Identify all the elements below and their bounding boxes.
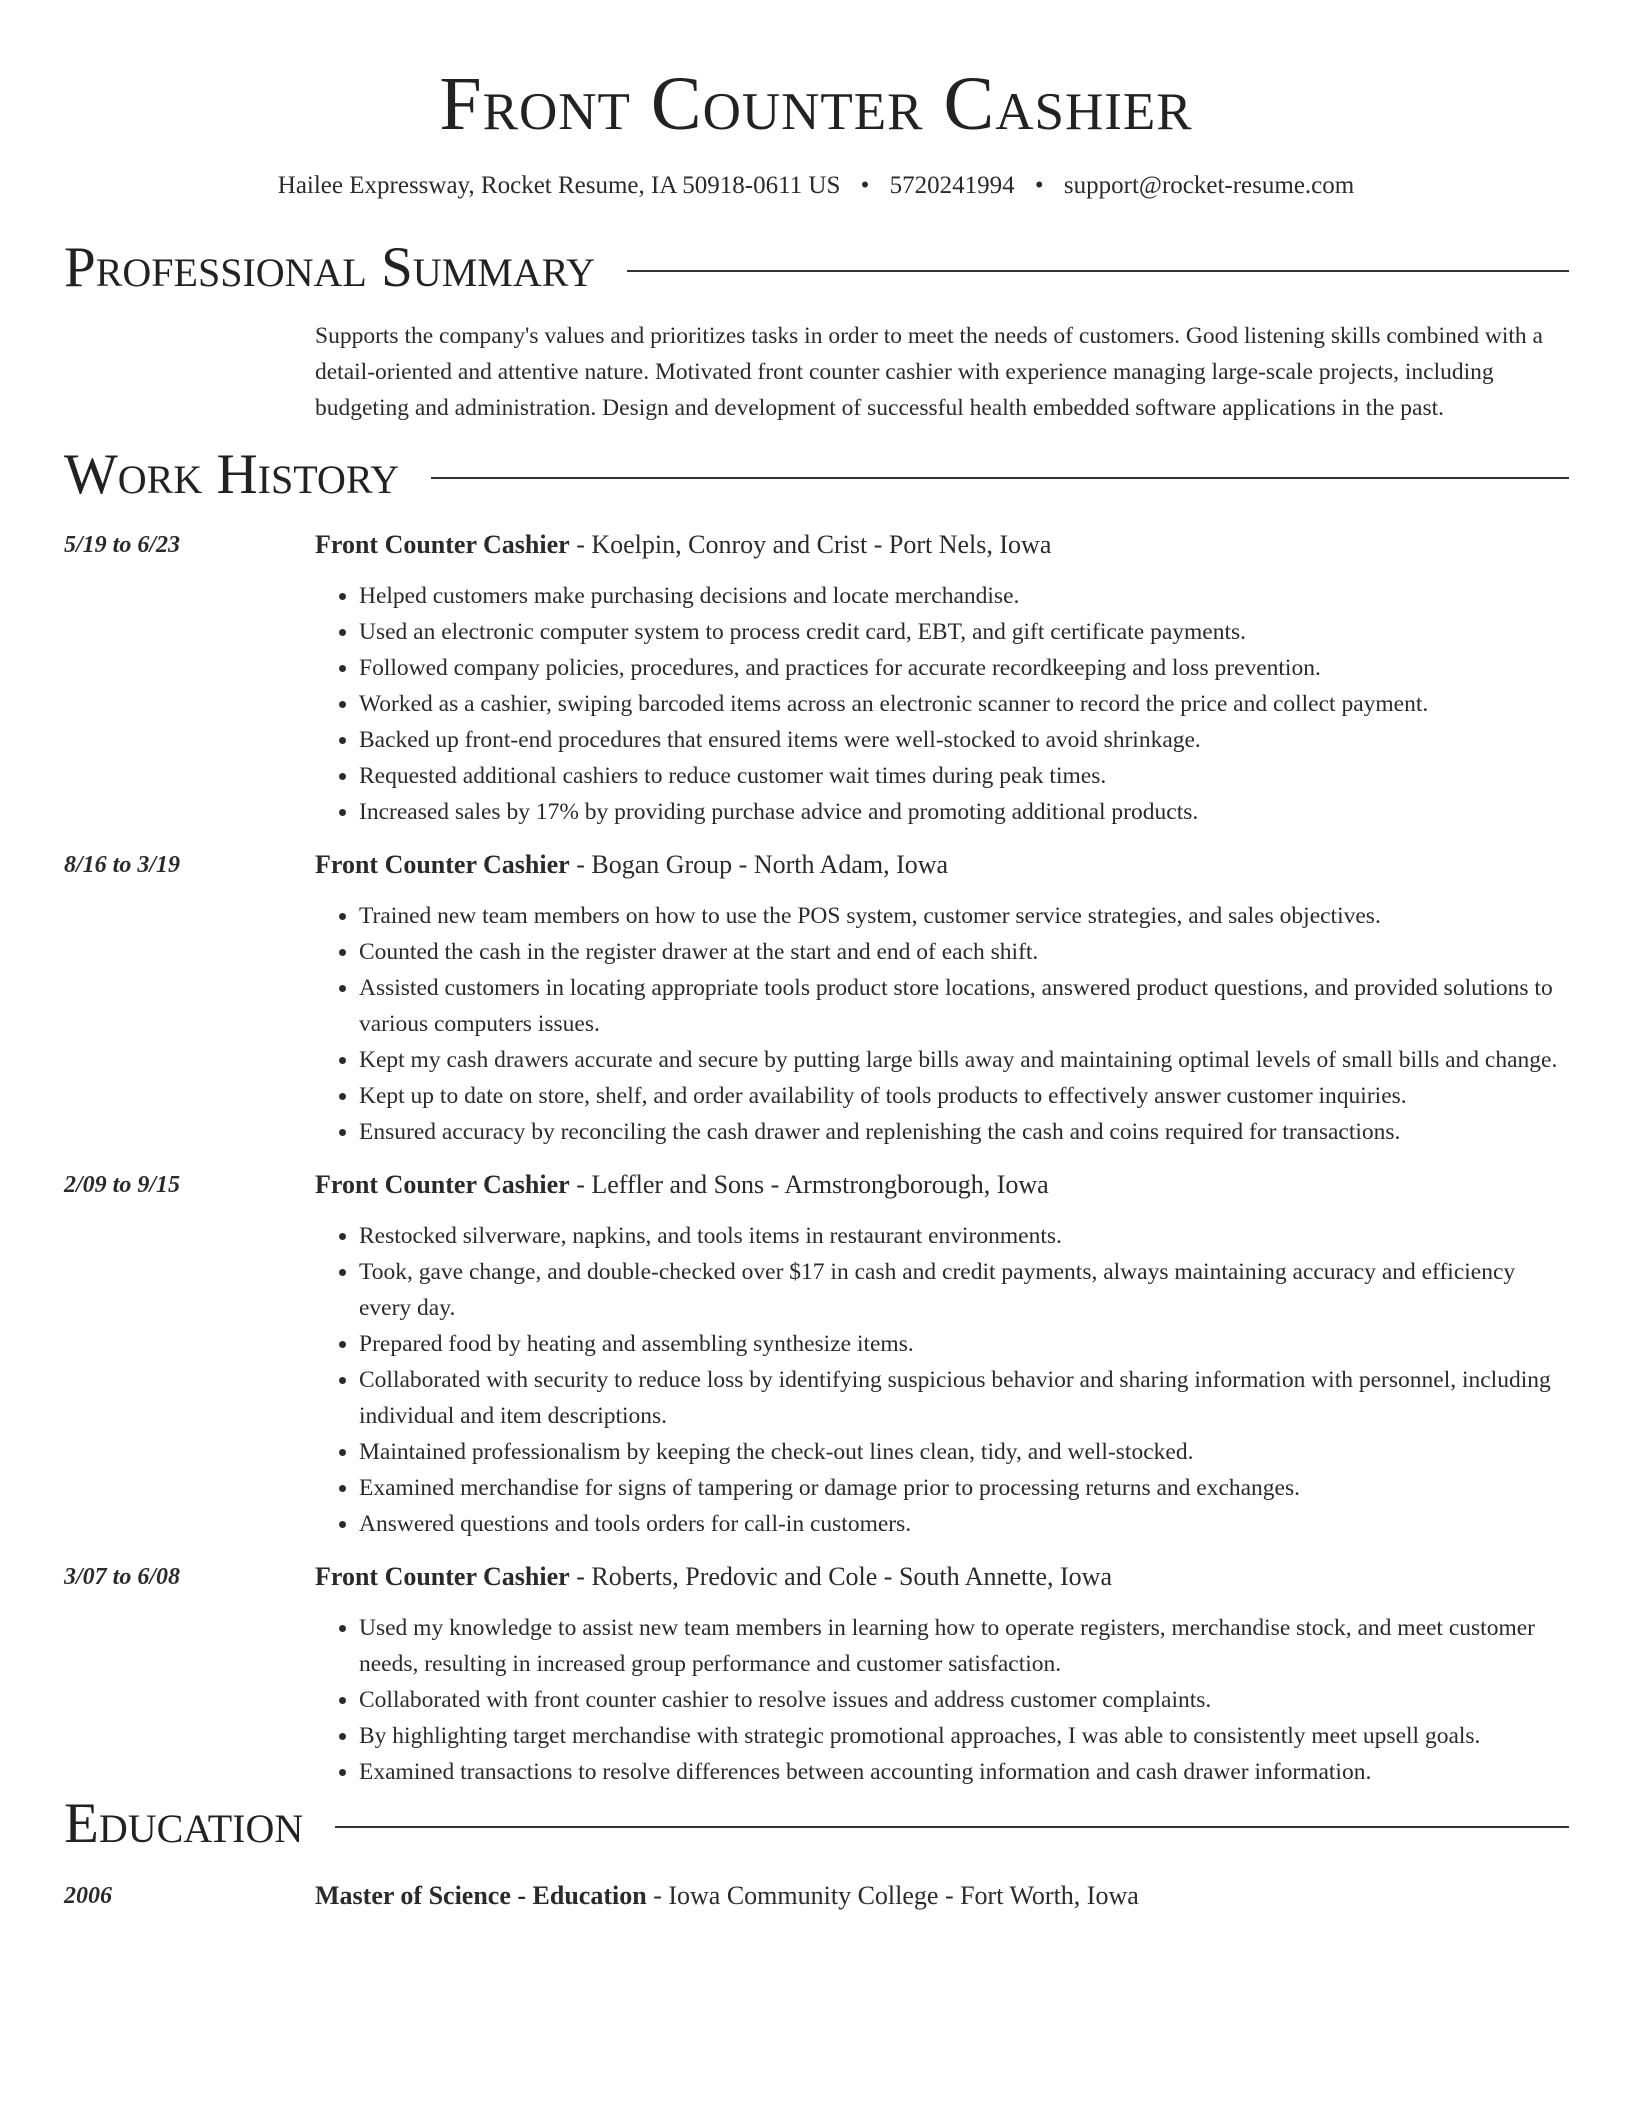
job-entry [64,1167,1569,1542]
contact-separator: • [1034,172,1044,199]
job-duty: • Maintained professionalism by keeping the check-out lines clean, tidy, and well-stocked. [359,1434,1569,1470]
education-heading [315,1878,1139,1914]
job-duties [315,1218,1569,1542]
job-role: Front Counter Cashier [315,530,570,559]
job-dates: 8/16 to 3/19 [64,852,181,878]
summary-section-header [64,236,1569,300]
section-divider [627,270,1569,272]
job-dates: 3/07 to 6/08 [64,1564,181,1590]
summary-section-title: Professional Summary [64,236,596,299]
education-details: - Iowa Community College - Fort Worth, Iowa [646,1881,1139,1910]
job-body [315,1167,1569,1542]
job-duty: • Followed company policies, procedures, and practices for accurate recordkeeping and loss prevention. [359,650,1569,686]
job-details: - Bogan Group - North Adam, Iowa [569,850,949,879]
job-role: Front Counter Cashier [315,1170,570,1199]
work-section-title: Work History [64,443,400,506]
job-duty: • Requested additional cashiers to reduce customer wait times during peak times. [359,758,1569,794]
job-duties [315,1610,1569,1790]
job-role: Front Counter Cashier [315,1562,570,1591]
job-heading [315,847,1569,883]
job-dates: 2/09 to 9/15 [64,1172,181,1198]
job-duty: • Increased sales by 17% by providing purchase advice and promoting additional products. [359,794,1569,830]
job-entry [64,1559,1569,1790]
job-entry [64,847,1569,1150]
job-details: - Koelpin, Conroy and Crist - Port Nels, Iowa [569,530,1052,559]
job-duty: • Collaborated with front counter cashier to resolve issues and address customer complaints. [359,1682,1569,1718]
contact-line [0,170,1632,202]
job-duty: • Kept up to date on store, shelf, and order availability of tools products to effectively answer customer inquiries. [359,1078,1569,1114]
job-duty: • Worked as a cashier, swiping barcoded items across an electronic scanner to record the price and collect payment. [359,686,1569,722]
education-degree: Master of Science - Education [315,1881,647,1910]
job-duty: • Prepared food by heating and assembling synthesize items. [359,1326,1569,1362]
resume-name: Front Counter Cashier [439,62,1193,146]
education-entry [64,1878,1569,1914]
education-section-header [64,1792,1569,1856]
job-duty: • Examined merchandise for signs of tampering or damage prior to processing returns and exchanges. [359,1470,1569,1506]
job-duty: • Helped customers make purchasing decisions and locate merchandise. [359,578,1569,614]
section-divider [335,1826,1569,1828]
job-dates: 5/19 to 6/23 [64,532,181,558]
job-duty: • Trained new team members on how to use the POS system, customer service strategies, and sales objectives. [359,898,1569,934]
job-details: - Leffler and Sons - Armstrongborough, Iowa [569,1170,1049,1199]
job-heading [315,1167,1569,1203]
job-duty: • Took, gave change, and double-checked over $17 in cash and credit payments, always maintaining accuracy and efficiency every day. [359,1254,1569,1326]
job-duty: • By highlighting target merchandise with strategic promotional approaches, I was able to consistently meet upsell goals. [359,1718,1569,1754]
job-duty: • Collaborated with security to reduce loss by identifying suspicious behavior and sharing information with personnel, including individual and item descriptions. [359,1362,1569,1434]
job-role: Front Counter Cashier [315,850,570,879]
job-duty: • Assisted customers in locating appropriate tools product store locations, answered product questions, and provided solutions to various computers issues. [359,970,1569,1042]
summary-text: Supports the company's values and prioritizes tasks in order to meet the needs of customers. Good listening skills combined with a detail-oriented and attentive nature. Motivated front counter cashier with experience managing large-scale projects, including budgeting and administration. Design and development of successful health embedded software applications in the past. [315,323,1543,421]
job-heading [315,1559,1569,1595]
job-heading [315,527,1569,563]
job-duties [315,898,1569,1150]
job-duty: • Backed up front-end procedures that ensured items were well-stocked to avoid shrinkage. [359,722,1569,758]
contact-email[interactable]: support@rocket-resume.com [1063,172,1355,199]
contact-address: Hailee Expressway, Rocket Resume, IA 50918-0611 US [277,172,841,199]
job-body [315,527,1569,830]
contact-separator: • [860,172,870,199]
job-duty: • Kept my cash drawers accurate and secure by putting large bills away and maintaining optimal levels of small bills and change. [359,1042,1569,1078]
section-divider [431,477,1569,479]
job-duty: • Used my knowledge to assist new team members in learning how to operate registers, merchandise stock, and meet customer needs, resulting in increased group performance and customer satisfaction. [359,1610,1569,1682]
contact-phone: 5720241994 [889,172,1015,199]
education-dates: 2006 [64,1883,112,1909]
job-duty: • Examined transactions to resolve differences between accounting information and cash drawer information. [359,1754,1569,1790]
job-duty: • Ensured accuracy by reconciling the cash drawer and replenishing the cash and coins required for transactions. [359,1114,1569,1150]
job-body [315,847,1569,1150]
job-details: - Roberts, Predovic and Cole - South Annette, Iowa [569,1562,1112,1591]
job-duty: • Counted the cash in the register drawer at the start and end of each shift. [359,934,1569,970]
job-duty: • Used an electronic computer system to process credit card, EBT, and gift certificate payments. [359,614,1569,650]
job-entry [64,527,1569,830]
job-duties [315,578,1569,830]
job-duty: • Restocked silverware, napkins, and tools items in restaurant environments. [359,1218,1569,1254]
job-duty: • Answered questions and tools orders for call-in customers. [359,1506,1569,1542]
education-section-title: Education [64,1792,304,1855]
job-body [315,1559,1569,1790]
work-section-header [64,443,1569,507]
